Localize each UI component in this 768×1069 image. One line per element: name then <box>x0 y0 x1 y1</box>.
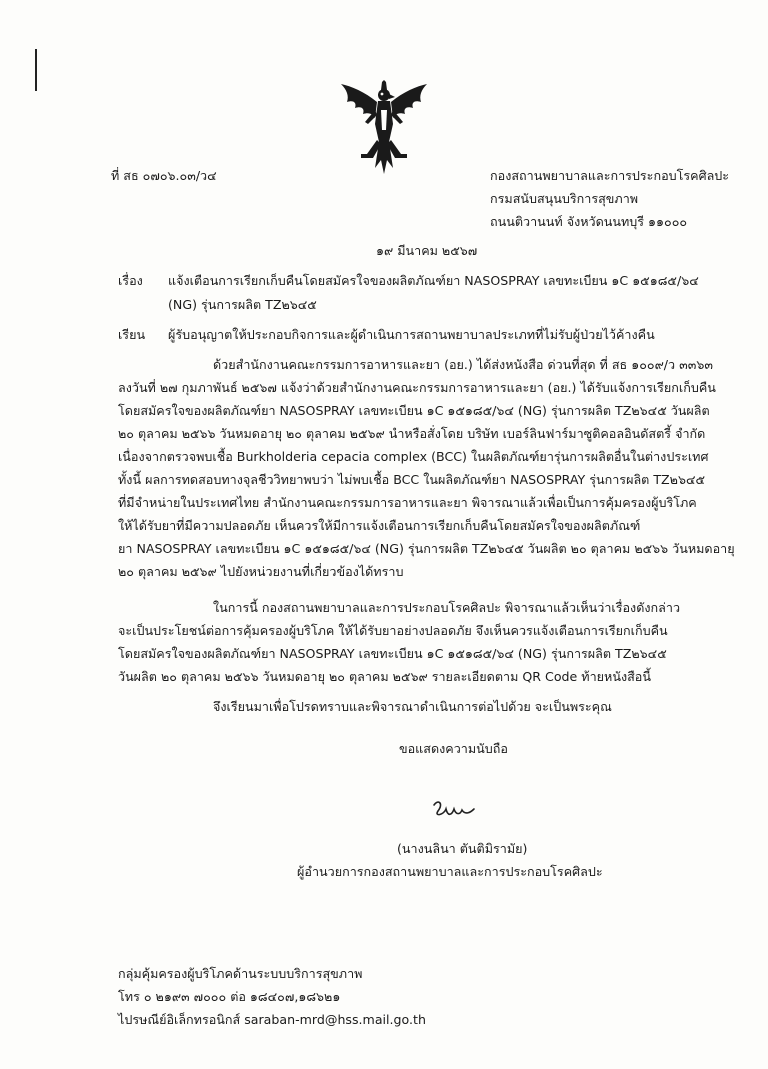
document-reference: ที่ สธ ๐๗๐๖.๐๓/ว๔ <box>111 168 217 183</box>
garuda-emblem <box>337 80 431 176</box>
paragraph-line: วันผลิต ๒๐ ตุลาคม ๒๕๖๖ วันหมดอายุ ๒๐ ตุลาคม ๒๕๖๙ รายละเอียดตาม QR Code ท้ายหนังสือนี้ <box>118 669 651 684</box>
subject-label: เรื่อง <box>118 273 143 288</box>
contact-group: กลุ่มคุ้มครองผู้บริโภคด้านระบบบริการสุขภาพ <box>118 966 363 981</box>
regards-line: ขอแสดงความนับถือ <box>399 741 508 756</box>
paragraph-line: ที่มีจำหน่ายในประเทศไทย สำนักงานคณะกรรมการอาหารและยา พิจารณาแล้วเพื่อเป็นการคุ้มครองผู้บริโภค <box>118 495 697 510</box>
scan-edge-mark <box>35 49 37 91</box>
paragraph-line: ยา NASOSPRAY เลขทะเบียน ๑C ๑๕๑๘๕/๖๔ (NG) รุ่นการผลิต TZ๒๖๔๕ วันผลิต ๒๐ ตุลาคม ๒๕๖๖ วันหมดอายุ <box>118 541 735 556</box>
paragraph-line: ลงวันที่ ๒๗ กุมภาพันธ์ ๒๕๖๗ แจ้งว่าด้วยสำนักงานคณะกรรมการอาหารและยา (อย.) ได้รับแจ้งการเรียกเก็บคืน <box>118 380 716 395</box>
paragraph-line: โดยสมัครใจของผลิตภัณฑ์ยา NASOSPRAY เลขทะเบียน ๑C ๑๕๑๘๕/๖๔ (NG) รุ่นการผลิต TZ๒๖๔๕ วันผลิต <box>118 403 710 418</box>
signer-name: (นางนลินา ตันติมิรามัย) <box>397 841 528 856</box>
handwritten-signature <box>428 797 478 823</box>
contact-email: ไปรษณีย์อิเล็กทรอนิกส์ saraban-mrd@hss.mail.go.th <box>118 1012 426 1027</box>
paragraph-line: โดยสมัครใจของผลิตภัณฑ์ยา NASOSPRAY เลขทะเบียน ๑C ๑๕๑๘๕/๖๔ (NG) รุ่นการผลิต TZ๒๖๔๕ <box>118 646 667 661</box>
paragraph-line: จะเป็นประโยชน์ต่อการคุ้มครองผู้บริโภค ให้ได้รับยาอย่างปลอดภัย จึงเห็นควรแจ้งเตือนการเรียกเก็บคืน <box>118 623 668 638</box>
recipient-text: ผู้รับอนุญาตให้ประกอบกิจการและผู้ดำเนินการสถานพยาบาลประเภทที่ไม่รับผู้ป่วยไว้ค้างคืน <box>168 327 655 342</box>
subject-line-2: (NG) รุ่นการผลิต TZ๒๖๔๕ <box>168 297 317 312</box>
closing-sentence: จึงเรียนมาเพื่อโปรดทราบและพิจารณาดำเนินการต่อไปด้วย จะเป็นพระคุณ <box>213 699 612 714</box>
contact-phone: โทร ๐ ๒๑๙๓ ๗๐๐๐ ต่อ ๑๘๔๐๗,๑๘๖๒๑ <box>118 989 341 1004</box>
paragraph-line: ๒๐ ตุลาคม ๒๕๖๙ ไปยังหน่วยงานที่เกี่ยวข้องได้ทราบ <box>118 564 404 579</box>
sender-office: กองสถานพยาบาลและการประกอบโรคศิลปะ <box>490 168 730 183</box>
paragraph-line: ในการนี้ กองสถานพยาบาลและการประกอบโรคศิลปะ พิจารณาแล้วเห็นว่าเรื่องดังกล่าว <box>213 600 681 615</box>
recipient-label: เรียน <box>118 327 146 342</box>
paragraph-line: ให้ได้รับยาที่มีความปลอดภัย เห็นควรให้มีการแจ้งเตือนการเรียกเก็บคืนโดยสมัครใจของผลิตภัณฑ์ <box>118 518 641 533</box>
document-date: ๑๙ มีนาคม ๒๕๖๗ <box>376 243 478 258</box>
subject-line-1: แจ้งเตือนการเรียกเก็บคืนโดยสมัครใจของผลิตภัณฑ์ยา NASOSPRAY เลขทะเบียน ๑C ๑๕๑๘๕/๖๔ <box>168 273 699 288</box>
signer-title: ผู้อำนวยการกองสถานพยาบาลและการประกอบโรคศิลปะ <box>297 864 603 879</box>
paragraph-line: ด้วยสำนักงานคณะกรรมการอาหารและยา (อย.) ได้ส่งหนังสือ ด่วนที่สุด ที่ สธ ๑๐๐๙/ว ๓๓๖๓ <box>213 357 713 372</box>
paragraph-line: ทั้งนี้ ผลการทดสอบทางจุลชีววิทยาพบว่า ไม่พบเชื้อ BCC ในผลิตภัณฑ์ยา NASOSPRAY รุ่นการผลิต TZ๒๖๔๕ <box>118 472 706 487</box>
sender-department: กรมสนับสนุนบริการสุขภาพ <box>490 191 639 206</box>
sender-address: ถนนติวานนท์ จังหวัดนนทบุรี ๑๑๐๐๐ <box>490 214 688 229</box>
paragraph-line: ๒๐ ตุลาคม ๒๕๖๖ วันหมดอายุ ๒๐ ตุลาคม ๒๕๖๙ นำหรือสั่งโดย บริษัท เบอร์ลินฟาร์มาซูติคอลอินดัสตรี้ จำกัด <box>118 426 706 441</box>
paragraph-line: เนื่องจากตรวจพบเชื้อ Burkholderia cepacia complex (BCC) ในผลิตภัณฑ์ยารุ่นการผลิตอื่นในต่างประเทศ <box>118 449 709 464</box>
